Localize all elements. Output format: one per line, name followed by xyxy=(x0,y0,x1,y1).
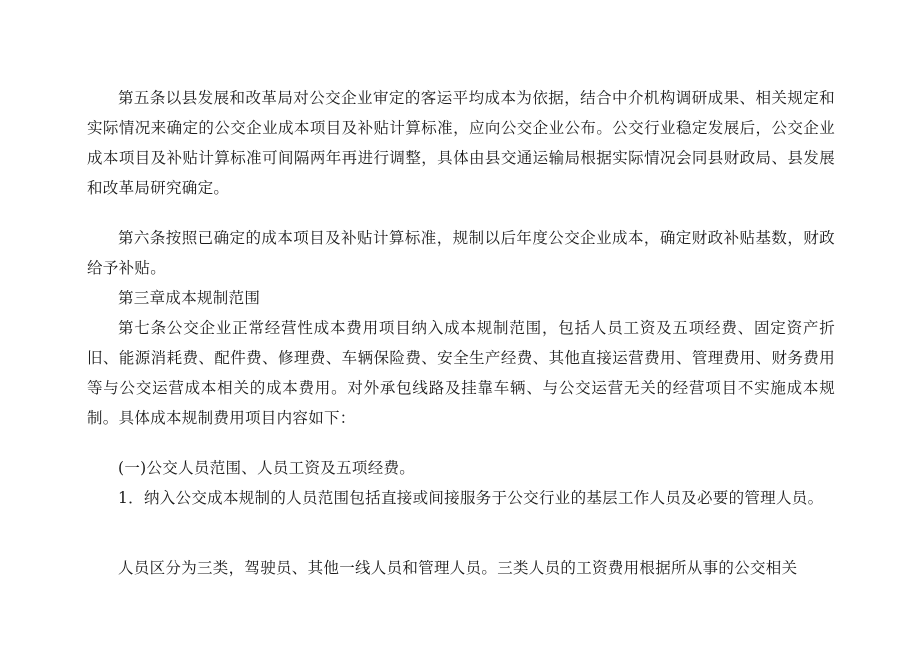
chapter-3-heading: 第三章成本规制范围 xyxy=(118,289,261,307)
article-7-paragraph: 第七条公交企业正常经营性成本费用项目纳入成本规制范围，包括人员工资及五项经费、固定资产折旧、能源消耗费、配件费、修理费、车辆保险费、安全生产经费、其他直接运营费用、管理费用、财务费用等与公交运营成本相关的成本费用。对外承包线路及挂靠车辆、与公交运营无关的经营项目不实施成本规制。具体成本规制费用项目内容如下： xyxy=(87,319,835,427)
article-5-paragraph: 第五条以县发展和改革局对公交企业审定的客运平均成本为依据，结合中介机构调研成果、相关规定和实际情况来确定的公交企业成本项目及补贴计算标准，应向公交企业公布。公交行业稳定发展后，公交企业成本项目及补贴计算标准可间隔两年再进行调整，具体由县交通运输局根据实际情况会同县财政局、县发展和改革局研究确定。 xyxy=(87,89,835,197)
article-6-paragraph: 第六条按照已确定的成本项目及补贴计算标准，规制以后年度公交企业成本，确定财政补贴基数，财政给予补贴。 xyxy=(87,229,835,277)
item-1-paragraph: 1．纳入公交成本规制的人员范围包括直接或间接服务于公交行业的基层工作人员及必要的管理人员。 xyxy=(118,489,824,507)
section-1-heading: (一)公交人员范围、人员工资及五项经费。 xyxy=(118,459,416,477)
personnel-categories-paragraph: 人员区分为三类，驾驶员、其他一线人员和管理人员。三类人员的工资费用根据所从事的公交相关 xyxy=(118,559,798,577)
